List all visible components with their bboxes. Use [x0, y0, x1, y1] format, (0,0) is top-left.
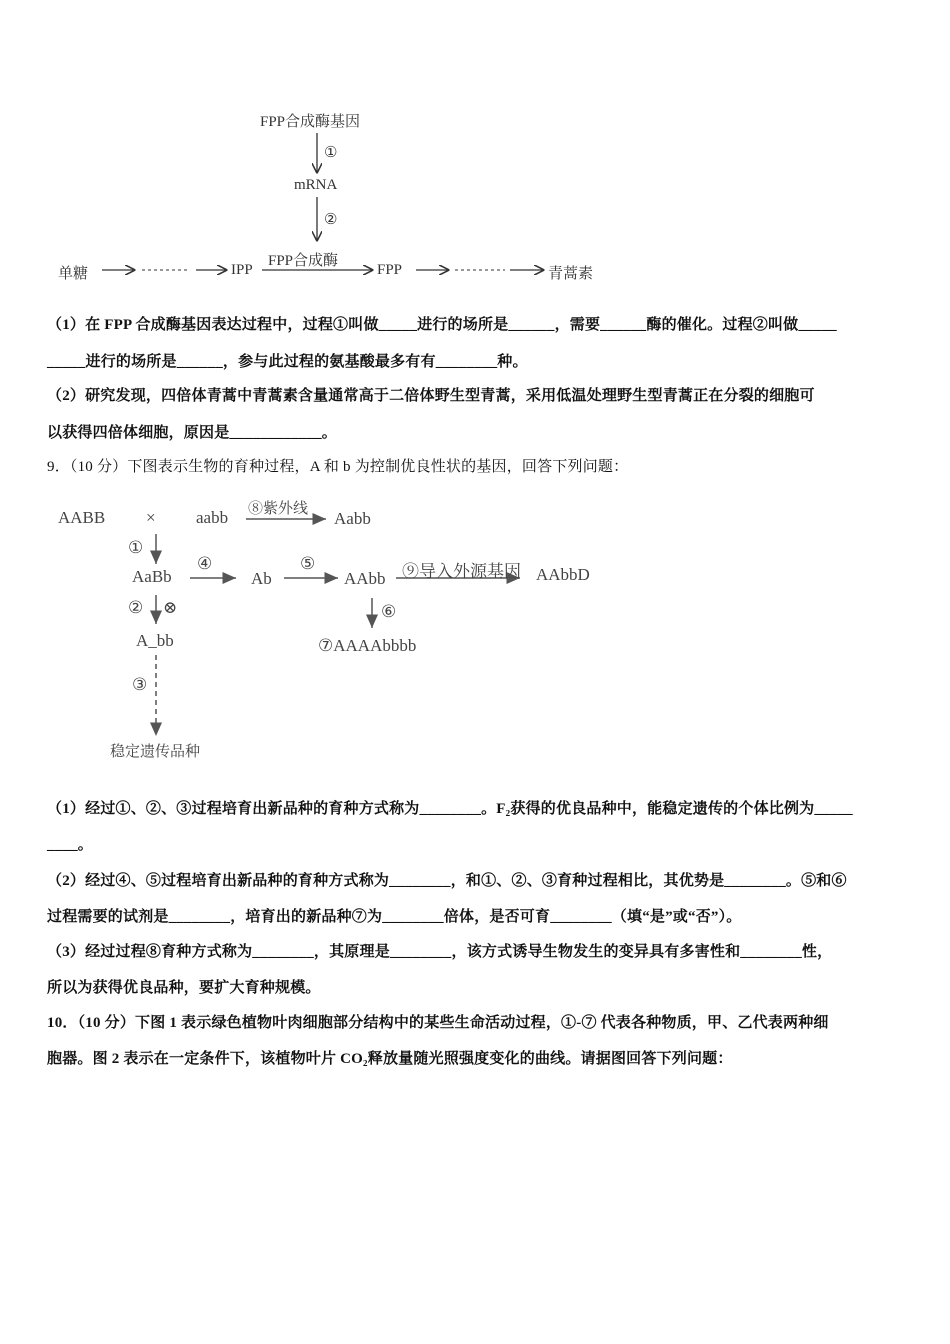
- q9-part2-line1: （2）经过④、⑤过程培育出新品种的育种方式称为________，和①、②、③育种过程相比，其优势是________。⑤和⑥: [47, 873, 847, 889]
- step2-label: ②: [324, 212, 338, 228]
- fpp-label: FPP: [377, 262, 403, 278]
- stable-variety-label: 稳定遗传品种: [110, 744, 201, 760]
- q9-part1-line2: ____。: [47, 837, 94, 853]
- q9-part3-line2: 所以为获得优良品种，要扩大育种规模。: [47, 980, 321, 996]
- genotype-aabb-dominant: AABB: [58, 508, 106, 527]
- fpp-synthase-gene-label: FPP合成酶基因: [260, 114, 361, 130]
- step5-marker: ⑤: [300, 554, 316, 573]
- monosaccharide-label: 单糖: [58, 266, 89, 282]
- genotype-tetraploid: ⑦AAAAbbbb: [318, 636, 417, 655]
- step2-marker: ②: [128, 598, 144, 617]
- q9-title: 9．（10 分）下图表示生物的育种过程，A 和 b 为控制优良性状的基因，回答下列问题：: [47, 459, 629, 475]
- genotype-haploid: Ab: [251, 569, 272, 588]
- q10-line2: 胞器。图 2 表示在一定条件下，该植物叶片 CO₂释放量随光照强度变化的曲线。请据图回答下列问题：: [47, 1051, 733, 1067]
- q9-part2-line2: 过程需要的试剂是________，培育出的新品种⑦为________倍体，是否可育________（填“是”或“否”）。: [47, 909, 742, 925]
- q8-part2-line1: （2）研究发现，四倍体青蒿中青蒿素含量通常高于二倍体野生型青蒿，采用低温处理野生型青蒿正在分裂的细胞可: [47, 388, 815, 404]
- step9-label: ⑨导入外源基因: [402, 562, 521, 581]
- q9-part3-line1: （3）经过过程⑧育种方式称为________，其原理是________，该方式诱导生物发生的变异具有多害性和________性，: [47, 944, 833, 960]
- q8-part2-line2: 以获得四倍体细胞，原因是____________。: [47, 425, 338, 441]
- step6-marker: ⑥: [381, 602, 397, 621]
- genotype-a-bb: A_bb: [136, 631, 174, 650]
- uv-label: ⑧紫外线: [248, 501, 309, 517]
- artemisinin-label: 青蒿素: [548, 266, 594, 282]
- genotype-aabb-recessive: aabb: [196, 508, 229, 527]
- genotype-f1: AaBb: [132, 567, 172, 586]
- q8-part1-line1: （1）在 FPP 合成酶基因表达过程中，过程①叫做_____进行的场所是______，需要______酶的催化。过程②叫做_____: [47, 317, 837, 333]
- step1-marker: ①: [128, 538, 144, 557]
- cross-symbol: ×: [146, 508, 156, 527]
- genotype-aabb-mutant: Aabb: [334, 509, 371, 528]
- q8-part1-line2: _____进行的场所是______，参与此过程的氨基酸最多有有________种。: [47, 354, 528, 370]
- step3-marker: ③: [132, 675, 148, 694]
- genotype-transgenic: AAbbD: [536, 565, 590, 584]
- q9-part1-line1: （1）经过①、②、③过程培育出新品种的育种方式称为________。F₂获得的优良品种中，能稳定遗传的个体比例为_____: [47, 801, 853, 817]
- step4-marker: ④: [197, 554, 213, 573]
- mrna-label: mRNA: [294, 177, 338, 193]
- q10-line1: 10．（10 分）下图 1 表示绿色植物叶肉细胞部分结构中的某些生命活动过程，①-⑦ 代表各种物质，甲、乙代表两种细: [47, 1015, 829, 1031]
- ipp-label: IPP: [231, 262, 253, 278]
- genotype-aabb-pure: AAbb: [344, 569, 386, 588]
- step1-label: ①: [324, 145, 338, 161]
- selfing-symbol: ⊗: [163, 598, 178, 617]
- fpp-synthase-label: FPP合成酶: [268, 253, 339, 269]
